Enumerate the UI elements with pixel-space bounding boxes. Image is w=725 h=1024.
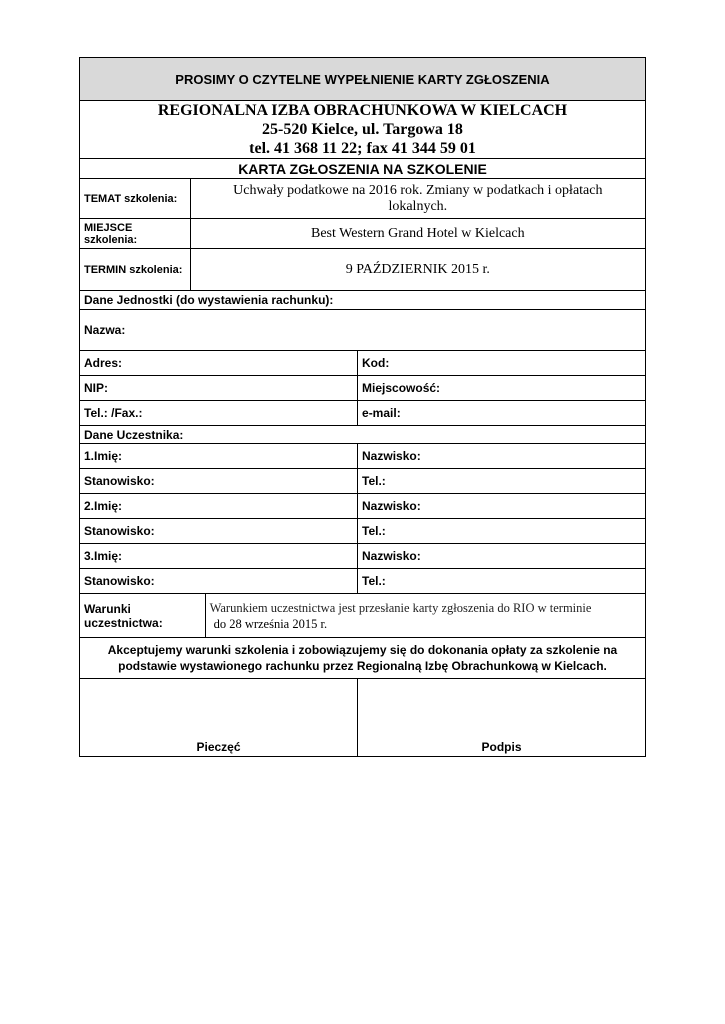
registration-form <box>79 57 646 757</box>
participant-3-phone-field[interactable]: Tel.: <box>357 569 645 593</box>
conditions-row <box>80 593 645 637</box>
organization-row <box>80 100 645 158</box>
unit-city-field[interactable]: Miejscowość: <box>357 376 645 400</box>
participant-1-position-field[interactable]: Stanowisko: <box>84 474 155 488</box>
unit-nip-row <box>80 375 645 400</box>
organization-address: 25-520 Kielce, ul. Targowa 18 <box>262 121 463 138</box>
unit-phone-row <box>80 400 645 425</box>
participant-2-last-name-field[interactable]: Nazwisko: <box>357 494 645 518</box>
participant-3-first-name-field[interactable]: 3.Imię: <box>84 549 123 563</box>
place-label-line1: MIEJSCE <box>84 221 133 234</box>
card-title-row <box>80 158 645 178</box>
place-value: Best Western Grand Hotel w Kielcach <box>190 219 645 248</box>
organization-contact: tel. 41 368 11 22; fax 41 344 59 01 <box>249 140 476 157</box>
topic-label: TEMAT szkolenia: <box>84 192 178 205</box>
organization-name: REGIONALNA IZBA OBRACHUNKOWA W KIELCACH <box>157 102 568 119</box>
participant-row <box>80 468 645 493</box>
stamp-field[interactable] <box>80 679 357 756</box>
topic-value-line2: lokalnych. <box>388 198 448 214</box>
unit-section-row <box>80 290 645 309</box>
signature-row <box>80 678 645 756</box>
stamp-label: Pieczęć <box>196 740 241 754</box>
unit-email-field[interactable]: e-mail: <box>357 401 645 425</box>
date-value: 9 PAŹDZIERNIK 2015 r. <box>190 249 645 290</box>
place-label <box>80 219 190 248</box>
unit-nip-field[interactable]: NIP: <box>84 381 108 395</box>
acceptance-line2: podstawie wystawionego rachunku przez Regionalną Izbę Obrachunkową w Kielcach. <box>118 659 607 673</box>
unit-name-row[interactable] <box>80 309 645 350</box>
unit-address-row <box>80 350 645 375</box>
acceptance-line1: Akceptujemy warunki szkolenia i zobowiązujemy się do dokonania opłaty za szkolenie na <box>107 643 618 657</box>
header-row <box>80 58 645 100</box>
participant-2-first-name-field[interactable]: 2.Imię: <box>84 499 123 513</box>
participant-3-position-field[interactable]: Stanowisko: <box>84 574 155 588</box>
participant-section-row <box>80 425 645 443</box>
unit-phone-field[interactable]: Tel.: /Fax.: <box>84 406 143 420</box>
card-title: KARTA ZGŁOSZENIA NA SZKOLENIE <box>238 160 487 177</box>
participant-row <box>80 493 645 518</box>
participant-row <box>80 443 645 468</box>
topic-row <box>80 178 645 218</box>
participant-row <box>80 568 645 593</box>
conditions-label-line1: Warunki <box>84 601 131 616</box>
unit-name-label: Nazwa: <box>84 323 126 337</box>
signature-field[interactable] <box>357 679 645 756</box>
conditions-label <box>80 594 205 637</box>
participant-1-first-name-field[interactable]: 1.Imię: <box>84 449 123 463</box>
participant-2-phone-field[interactable]: Tel.: <box>357 519 645 543</box>
conditions-text <box>205 594 645 637</box>
place-label-line2: szkolenia: <box>84 233 138 246</box>
participant-1-phone-field[interactable]: Tel.: <box>357 469 645 493</box>
participant-row <box>80 518 645 543</box>
place-row <box>80 218 645 248</box>
unit-postcode-field[interactable]: Kod: <box>357 351 645 375</box>
date-label: TERMIN szkolenia: <box>84 263 183 276</box>
conditions-text-line2: do 28 września 2015 r. <box>213 616 328 631</box>
topic-value-line1: Uchwały podatkowe na 2016 rok. Zmiany w podatkach i opłatach <box>233 182 603 198</box>
topic-value <box>190 179 645 218</box>
form-instruction: PROSIMY O CZYTELNE WYPEŁNIENIE KARTY ZGŁOSZENIA <box>80 58 645 100</box>
participant-row <box>80 543 645 568</box>
conditions-text-line1: Warunkiem uczestnictwa jest przesłanie karty zgłoszenia do RIO w terminie <box>209 600 592 615</box>
acceptance-text <box>80 638 645 678</box>
participant-3-last-name-field[interactable]: Nazwisko: <box>357 544 645 568</box>
signature-label: Podpis <box>481 740 522 754</box>
unit-address-field[interactable]: Adres: <box>84 356 123 370</box>
unit-section-label: Dane Jednostki (do wystawienia rachunku): <box>84 293 334 307</box>
acceptance-row <box>80 637 645 678</box>
participant-1-last-name-field[interactable]: Nazwisko: <box>357 444 645 468</box>
organization-block <box>80 101 645 158</box>
date-row <box>80 248 645 290</box>
participant-2-position-field[interactable]: Stanowisko: <box>84 524 155 538</box>
participant-section-label: Dane Uczestnika: <box>84 427 184 442</box>
conditions-label-line2: uczestnictwa: <box>84 615 163 630</box>
